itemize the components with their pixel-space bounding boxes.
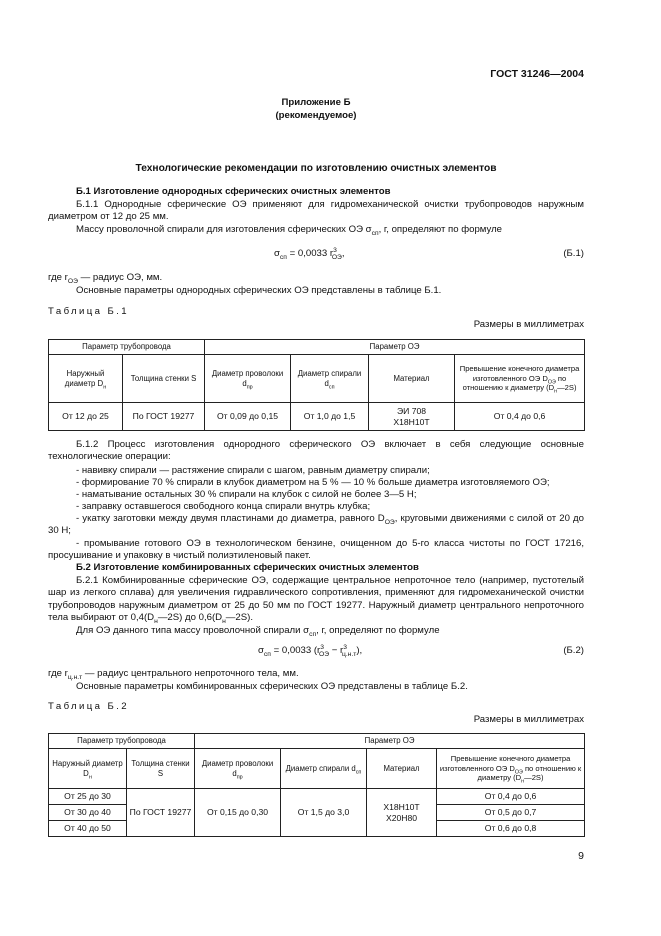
table-b2-cell-wire: От 0,15 до 0,30 <box>195 789 281 837</box>
table-b1-header-diameter: Наружный диаметр $D_н$ <box>49 355 123 403</box>
table-b2-units: Размеры в миллиметрах <box>473 714 584 725</box>
table-b2-cell-spiral: От 1,5 до 3,0 <box>281 789 367 837</box>
table-b1-units: Размеры в миллиметрах <box>473 319 584 330</box>
appendix-title: Приложение Б <box>281 97 351 108</box>
table-b2-header-diameter: Наружный диаметр $D_н$ <box>49 749 127 789</box>
standard-number: ГОСТ 31246—2004 <box>490 68 584 80</box>
formula-b2-number: (Б.2) <box>563 645 584 656</box>
table-b2-group-oe: Параметр ОЭ <box>195 734 585 749</box>
table-b1-header-wire: Диаметр проволоки $d_{пр}$ <box>205 355 291 403</box>
table-b2-cell-excess: От 0,5 до 0,7 <box>437 805 585 821</box>
table-b2-cell-excess: От 0,4 до 0,6 <box>437 789 585 805</box>
table-b2-label: Таблица Б.2 <box>48 701 129 712</box>
main-title: Технологические рекомендации по изготовлению очистных элементов <box>135 163 497 174</box>
operation-item-3: - наматывание остальных 30 % спирали на клубок с силой не более 3—5 Н; <box>76 489 417 500</box>
paragraph-b11-formula-intro: Массу проволочной спирали для изготовления сферических ОЭ $\sigma_{сп}$, г, определяют по формуле <box>76 224 503 237</box>
paragraph-b21-formula-intro: Для ОЭ данного типа массу проволочной спирали $\sigma_{сп}$, г, определяют по формуле <box>76 625 440 638</box>
paragraph-b21: Б.2.1 Комбинированные сферические ОЭ, содержащие центральное непроточное тело (например, пустотелый шар из легкого сплава) для увеличения гидравлического сопротивления, применяют для гидромеханической очистки трубопроводов наружным диаметром от 25 до 50 мм по ГОСТ 19277. Наружный диаметр центрального непроточного тела выбирают от $0,4(D_н—2S)$ до $0,6(D_н—2S)$. <box>48 575 584 626</box>
paragraph-b12-intro: Б.1.2 Процесс изготовления однородного сферического ОЭ включает в себя следующие основные технологические операции: <box>48 439 584 463</box>
paragraph-b11: Б.1.1 Однородные сферические ОЭ применяют для гидромеханической очистки трубопроводов наружным диаметром от 12 до 25 мм. <box>48 199 584 223</box>
page-number: 9 <box>578 850 584 862</box>
operation-item-4: - заправку оставшегося свободного конца спирали внутрь клубка; <box>76 501 371 512</box>
operation-item-1: - навивку спирали — растяжение спирали с шагом, равным диаметру спирали; <box>76 465 430 476</box>
table-b1-cell-material: ЭИ 708 Х18Н10Т <box>369 403 455 431</box>
table-b1-cell-spiral: От 1,0 до 1,5 <box>291 403 369 431</box>
table-b2 <box>48 733 585 837</box>
table-b2-header-wall: Толщина стенки S <box>127 749 195 789</box>
table-b2-header-wire: Диаметр проволоки $d_{пр}$ <box>195 749 281 789</box>
table-b1-header-wall: Толщина стенки S <box>123 355 205 403</box>
paragraph-b1-table-ref: Основные параметры однородных сферических ОЭ представлены в таблице Б.1. <box>76 285 442 296</box>
table-b2-cell-material: Х18Н10Т Х20Н80 <box>367 789 437 837</box>
formula-b2: $\sigma_{сп} = 0,0033$ $(r^3_{ОЭ} - r^3_{ц.н.т})$, <box>258 643 363 658</box>
operation-item-5: - укатку заготовки между двумя пластинами до диаметра, равного $D_{ОЭ}$, круговыми движениями с силой от 20 до 30 Н; <box>48 513 584 537</box>
operation-item-6: - промывание готового ОЭ в технологическом бензине, очищенном до 5-го класса чистоты по ГОСТ 17216, просушивание и упаковку в чистый полиэтиленовый пакет. <box>48 538 584 562</box>
section-b1-heading: Б.1 Изготовление однородных сферических очистных элементов <box>76 186 391 197</box>
table-b2-group-pipe: Параметр трубопровода <box>49 734 195 749</box>
table-b2-header-spiral: Диаметр спирали $d_{сп}$ <box>281 749 367 789</box>
table-b1-header-excess: Превышение конечного диаметра изготовленного ОЭ $D_{ОЭ}$ по отношению к диаметру $(D_н—2S)$ <box>455 355 585 403</box>
table-b2-cell-excess: От 0,6 до 0,8 <box>437 821 585 837</box>
formula-b2-legend: где $r_{ц.н.т}$ — радиус центрального непроточного тела, мм. <box>48 668 299 681</box>
table-b2-cell-wall: По ГОСТ 19277 <box>127 789 195 837</box>
table-b1-cell-wire: От 0,09 до 0,15 <box>205 403 291 431</box>
formula-b1: $\sigma_{сп} = 0,0033$ $r^3_{ОЭ}$, <box>274 246 345 261</box>
table-b2-header-material: Материал <box>367 749 437 789</box>
table-b1-cell-diameter: От 12 до 25 <box>49 403 123 431</box>
appendix-subtitle: (рекомендуемое) <box>275 110 357 121</box>
table-row <box>49 789 585 805</box>
table-b1-cell-wall: По ГОСТ 19277 <box>123 403 205 431</box>
paragraph-b2-table-ref: Основные параметры комбинированных сферических ОЭ представлены в таблице Б.2. <box>76 681 468 692</box>
table-b2-cell-diameter: От 40 до 50 <box>49 821 127 837</box>
table-b1-header-material: Материал <box>369 355 455 403</box>
table-b1-group-pipe: Параметр трубопровода <box>49 340 205 355</box>
table-row <box>49 403 585 431</box>
table-b2-cell-diameter: От 30 до 40 <box>49 805 127 821</box>
table-b2-header-excess: Превышение конечного диаметра изготовленного ОЭ $D_{ОЭ}$ по отношению к диаметру $(D_н—2S)$ <box>437 749 585 789</box>
table-b1-cell-excess: От 0,4 до 0,6 <box>455 403 585 431</box>
formula-b1-number: (Б.1) <box>563 248 584 259</box>
table-b1 <box>48 339 585 431</box>
table-b1-label: Таблица Б.1 <box>48 306 129 317</box>
table-b1-header-spiral: Диаметр спирали $d_{сп}$ <box>291 355 369 403</box>
formula-b1-legend: где $r_{ОЭ}$ — радиус ОЭ, мм. <box>48 272 163 285</box>
section-b2-heading: Б.2 Изготовление комбинированных сферических очистных элементов <box>76 562 419 573</box>
operation-item-2: - формирование 70 % спирали в клубок диаметром на 5 % — 10 % больше диаметра изготовляемого ОЭ; <box>76 477 550 488</box>
table-b1-group-oe: Параметр ОЭ <box>205 340 585 355</box>
table-b2-cell-diameter: От 25 до 30 <box>49 789 127 805</box>
